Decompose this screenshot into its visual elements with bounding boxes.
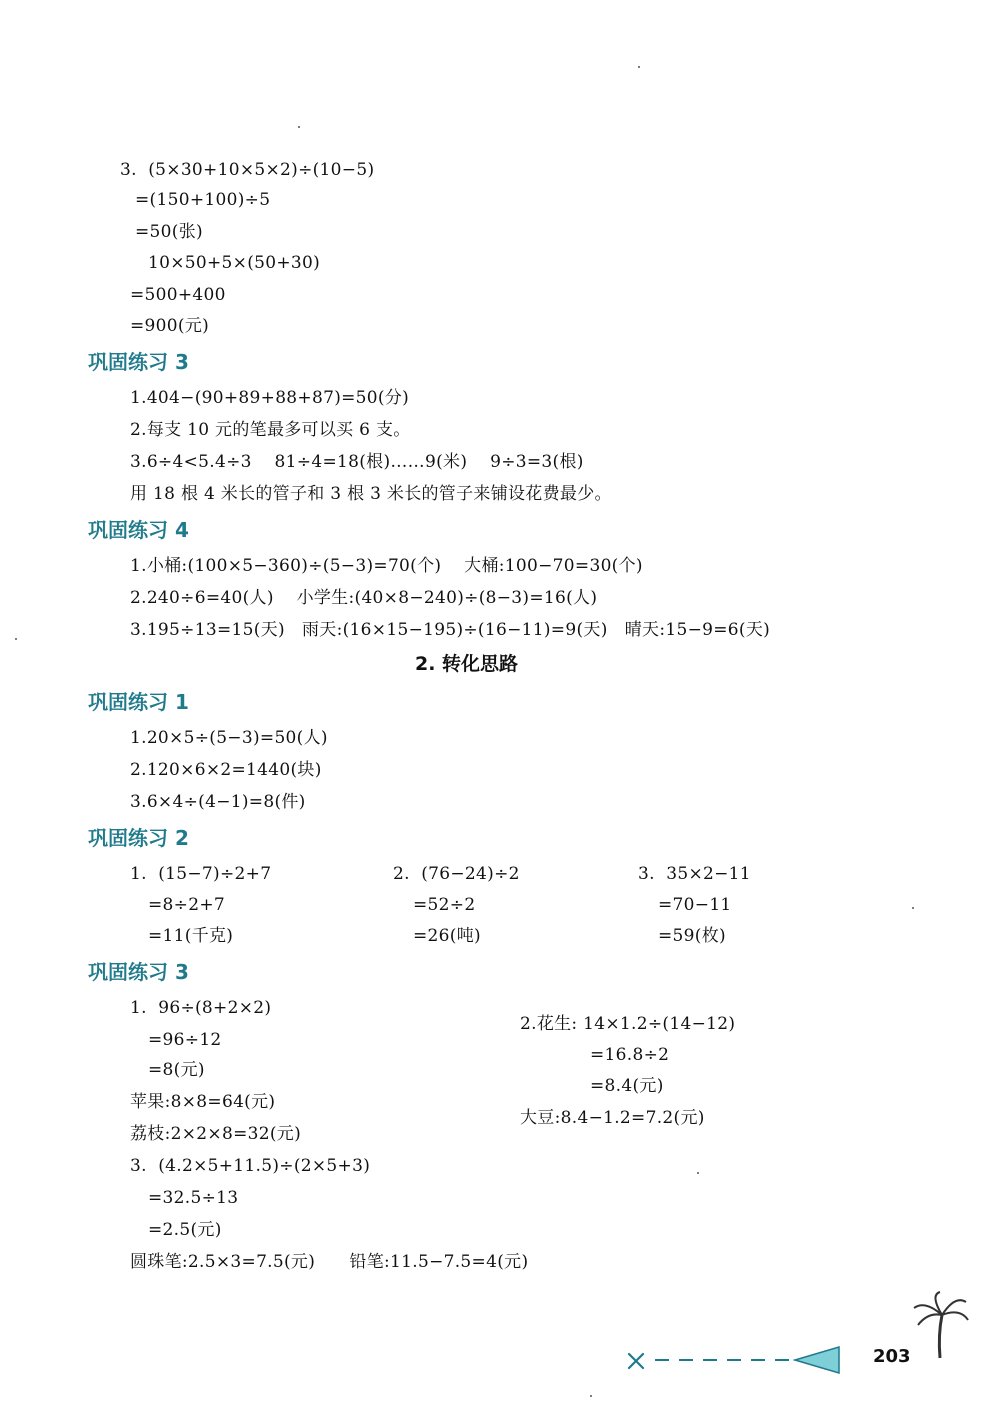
answer-line: =900(元) [130,316,210,336]
exercise-heading: 巩固练习 3 [88,960,189,984]
answer-line: =52÷2 [413,895,476,915]
answer-line: 3. 35×2−11 [638,864,751,884]
scan-speck [298,126,300,128]
answer-line: 1.404−(90+89+88+87)=50(分) [130,388,410,408]
page-footer [625,1340,925,1380]
cross-mark-icon [625,1350,647,1372]
answer-line: =50(张) [135,222,203,242]
answer-line: 圆珠笔:2.5×3=7.5(元) 铅笔:11.5−7.5=4(元) [130,1252,529,1272]
answer-line: 2.120×6×2=1440(块) [130,760,322,780]
answer-line: =8÷2+7 [148,895,225,915]
answer-line: 用 18 根 4 米长的管子和 3 根 3 米长的管子来铺设花费最少。 [130,484,612,504]
page-number: 203 [873,1346,911,1367]
answer-line: 2.花生: 14×1.2÷(14−12) [520,1014,736,1034]
answer-line: =(150+100)÷5 [135,190,271,210]
answer-line: =11(千克) [148,926,234,946]
answer-line: =26(吨) [413,926,481,946]
answer-line: 2. (76−24)÷2 [393,864,520,884]
answer-line: 3. (5×30+10×5×2)÷(10−5) [120,160,375,180]
answer-line: 3.6÷4<5.4÷3 81÷4=18(根)……9(米) 9÷3=3(根) [130,452,584,472]
answer-line: =16.8÷2 [590,1045,670,1065]
scan-speck [697,1172,699,1174]
answer-line: 10×50+5×(50+30) [148,253,321,273]
answer-line: 2.240÷6=40(人) 小学生:(40×8−240)÷(8−3)=16(人) [130,588,598,608]
palm-tree-icon [910,1290,970,1360]
answer-line: 1.20×5÷(5−3)=50(人) [130,728,328,748]
answer-line: =500+400 [130,285,226,305]
scan-speck [15,638,17,640]
answer-line: =70−11 [658,895,732,915]
answer-line: =32.5÷13 [148,1188,239,1208]
answer-line: 2.每支 10 元的笔最多可以买 6 支。 [130,420,411,440]
scan-speck [638,66,640,68]
scan-speck [912,907,914,909]
answer-line: 1.小桶:(100×5−360)÷(5−3)=70(个) 大桶:100−70=30(个) [130,556,643,576]
exercise-heading: 巩固练习 4 [88,518,189,542]
answer-line: 大豆:8.4−1.2=7.2(元) [520,1108,705,1128]
answer-line: 3.195÷13=15(天) 雨天:(16×15−195)÷(16−11)=9(天) 晴天:15−9=6(天) [130,620,771,640]
answer-line: 3.6×4÷(4−1)=8(件) [130,792,306,812]
arrow-triangle-icon [793,1345,843,1375]
answer-line: 3. (4.2×5+11.5)÷(2×5+3) [130,1156,371,1176]
answer-line: =96÷12 [148,1030,222,1050]
answer-line: =8(元) [148,1060,205,1080]
answer-line: =8.4(元) [590,1076,664,1096]
answer-line: 1. (15−7)÷2+7 [130,864,272,884]
exercise-heading: 巩固练习 1 [88,690,189,714]
answer-line: 苹果:8×8=64(元) [130,1092,276,1112]
answer-line: =2.5(元) [148,1220,222,1240]
scan-speck [590,1395,592,1397]
answer-line: 荔枝:2×2×8=32(元) [130,1124,302,1144]
section-title: 2. 转化思路 [415,653,519,675]
exercise-heading: 巩固练习 2 [88,826,189,850]
exercise-heading: 巩固练习 3 [88,350,189,374]
answer-line: =59(枚) [658,926,726,946]
answer-line: 1. 96÷(8+2×2) [130,998,272,1018]
